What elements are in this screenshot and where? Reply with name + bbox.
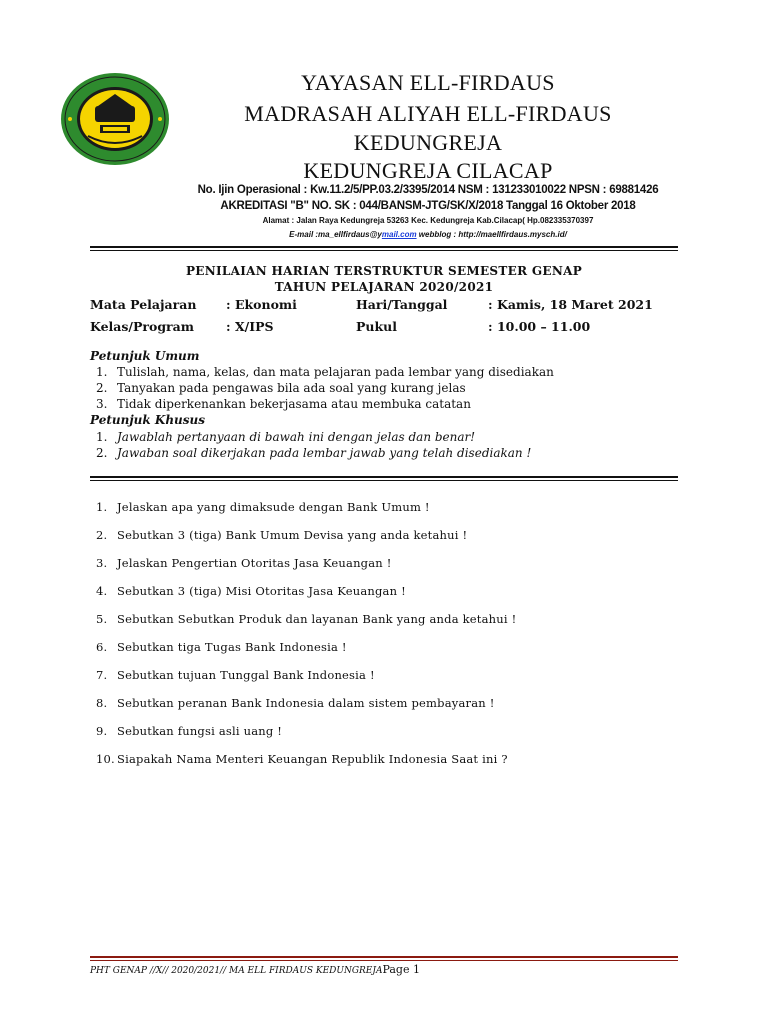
school-logo-emblem [58,70,172,168]
question-item: 10. Siapakah Nama Menteri Keuangan Republik Indonesia Saat ini ? [96,752,508,766]
address-line: Alamat : Jalan Raya Kedungreja 53263 Kec. Kedungreja Kab.Cilacap( Hp.082335370397 [262,216,594,225]
date-label: Hari/Tanggal [356,297,448,312]
general-instructions-title: Petunjuk Umum [90,349,200,363]
subject-value: : Ekonomi [226,297,297,312]
webblog-text: webblog : http://maellfirdaus.mysch.id/ [416,230,567,239]
general-instruction-item: 1. Tulislah, nama, kelas, dan mata pelajaran pada lembar yang disediakan [96,365,554,379]
question-item: 6. Sebutkan tiga Tugas Bank Indonesia ! [96,640,347,654]
exam-title: PENILAIAN HARIAN TERSTRUKTUR SEMESTER GENAP [185,264,583,278]
permit-line: No. Ijin Operasional : Kw.11.2/5/PP.03.2/3395/2014 NSM : 131233010022 NPSN : 69881426 [197,184,659,196]
instructions-divider-thin [90,480,678,481]
time-label: Pukul [356,319,397,334]
accreditation-line: AKREDITASI "B" NO. SK : 044/BANSM-JTG/SK/X/2018 Tanggal 16 Oktober 2018 [220,200,636,212]
page-number: Page 1 [382,963,420,976]
subject-label: Mata Pelajaran [90,297,197,312]
question-item: 9. Sebutkan fungsi asli uang ! [96,724,283,738]
question-item: 1. Jelaskan apa yang dimaksude dengan Bank Umum ! [96,500,430,514]
institution-line-2: MADRASAH ALIYAH ELL-FIRDAUS [244,101,612,126]
question-item: 4. Sebutkan 3 (tiga) Misi Otoritas Jasa Keuangan ! [96,584,406,598]
contact-line [180,230,676,239]
general-instruction-item: 3. Tidak diperkenankan bekerjasama atau membuka catatan [96,397,471,411]
time-value: : 10.00 – 11.00 [488,319,591,334]
institution-line-1: YAYASAN ELL-FIRDAUS [301,70,555,95]
special-instructions-title: Petunjuk Khusus [90,413,206,427]
footer-divider [90,956,678,958]
class-value: : X/IPS [226,319,274,334]
institution-line-3: KEDUNGREJA [353,130,503,155]
footer-divider-thin [90,960,678,961]
class-label: Kelas/Program [90,319,194,334]
exam-year: TAHUN PELAJARAN 2020/2021 [274,280,494,294]
footer-text: PHT GENAP //X// 2020/2021// MA ELL FIRDAUS KEDUNGREJA [90,966,383,976]
question-item: 2. Sebutkan 3 (tiga) Bank Umum Devisa yang anda ketahui ! [96,528,468,542]
special-instruction-item: 2. Jawaban soal dikerjakan pada lembar jawab yang telah disediakan ! [96,446,532,460]
institution-line-4: KEDUNGREJA CILACAP [303,158,553,183]
question-item: 5. Sebutkan Sebutkan Produk dan layanan Bank yang anda ketahui ! [96,612,517,626]
question-item: 7. Sebutkan tujuan Tunggal Bank Indonesia ! [96,668,375,682]
email-link[interactable]: mail.com [381,230,417,239]
instructions-divider [90,476,678,478]
general-instruction-item: 2. Tanyakan pada pengawas bila ada soal yang kurang jelas [96,381,466,395]
date-value: : Kamis, 18 Maret 2021 [488,297,653,312]
special-instruction-item: 1. Jawablah pertanyaan di bawah ini dengan jelas dan benar! [96,430,476,444]
question-item: 3. Jelaskan Pengertian Otoritas Jasa Keuangan ! [96,556,392,570]
header-divider-thin [90,250,678,251]
header-divider [90,246,678,248]
question-item: 8. Sebutkan peranan Bank Indonesia dalam sistem pembayaran ! [96,696,495,710]
page-footer [90,963,420,976]
email-prefix: E-mail :ma_ellfirdaus@y [289,230,382,239]
